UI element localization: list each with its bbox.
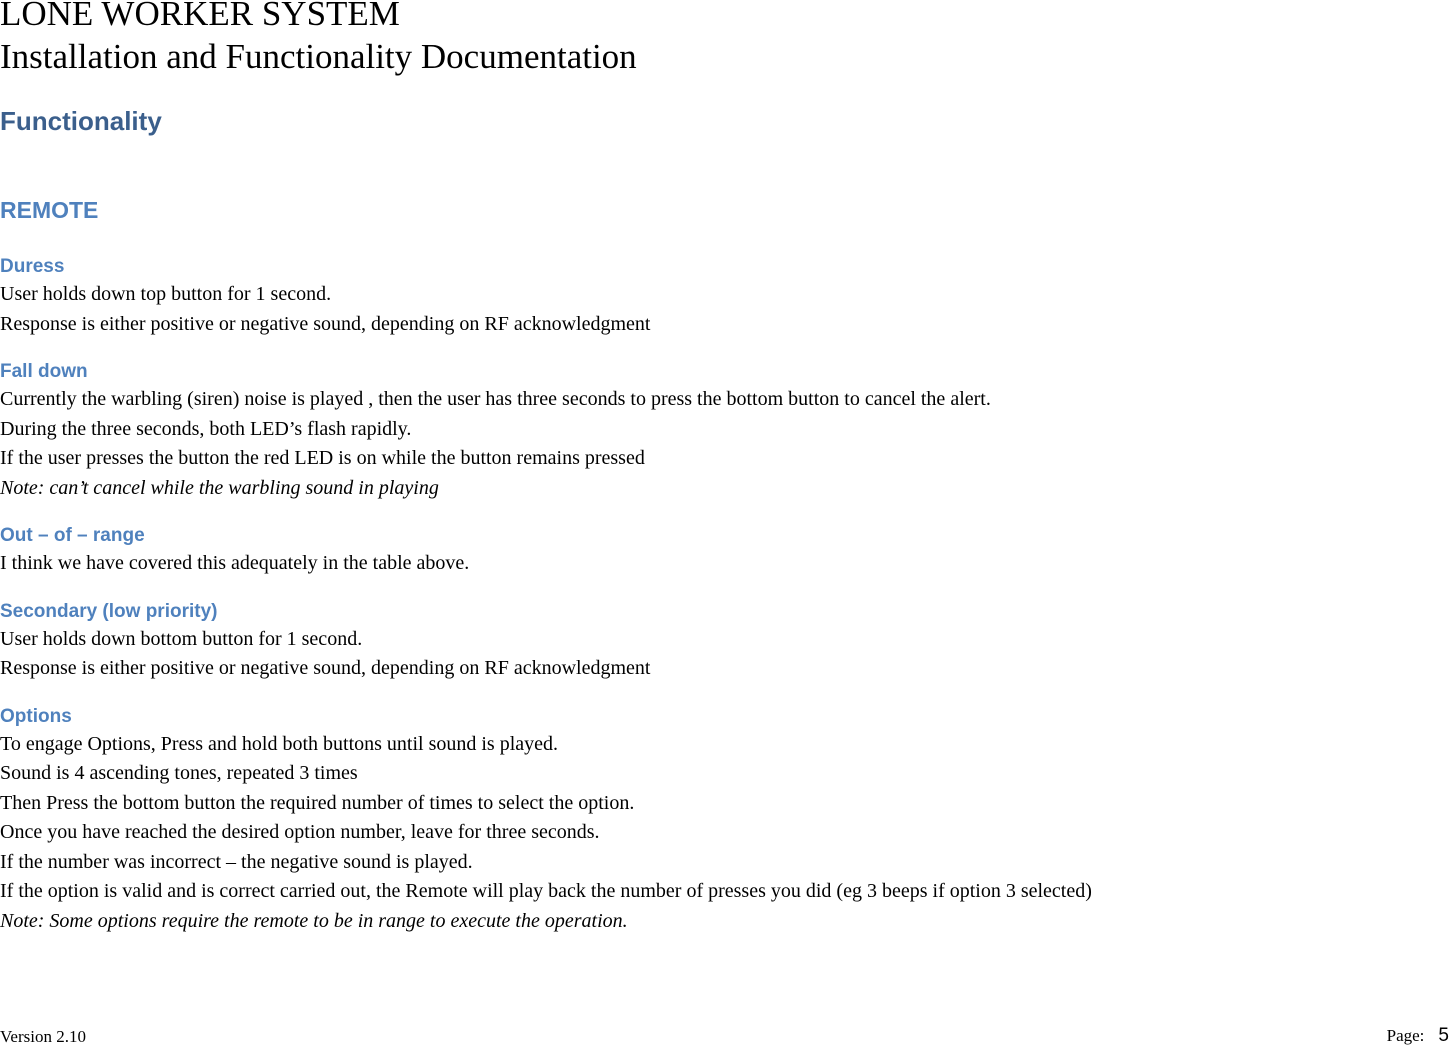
block-line: User holds down bottom button for 1 second. [0,627,363,650]
block-line: If the user presses the button the red LED is on while the button remains pressed [0,447,645,469]
footer-version: Version 2.10 [0,1027,86,1046]
block-line: I think we have covered this adequately in the table above. [0,552,470,574]
functionality-blocks [0,254,1450,936]
block-line: If the option is valid and is correct carried out, the Remote will play back the number of presses you did (eg 3 beeps if option 3 selected) [0,880,1092,902]
block-secondary [0,599,1450,684]
block-line: Once you have reached the desired option number, leave for three seconds. [0,821,600,843]
block-line: Response is either positive or negative sound, depending on RF acknowledgment [0,657,651,679]
block-options [0,704,1450,937]
block-spacer [0,579,1450,599]
footer-page [1387,1024,1453,1049]
footer-page-label: Page: [1386,1026,1425,1045]
block-spacer [0,684,1450,704]
section-subheading-remote: REMOTE [0,197,99,223]
document-title: LONE WORKER SYSTEM [0,0,400,33]
block-line: User holds down top button for 1 second. [0,283,332,305]
block-duress [0,254,1450,339]
block-heading: Duress [0,256,65,277]
block-line: During the three seconds, both LED’s flash rapidly. [0,417,412,440]
block-spacer [0,339,1450,359]
block-heading: Secondary (low priority) [0,600,218,622]
block-line: Sound is 4 ascending tones, repeated 3 times [0,762,358,784]
document-subtitle: Installation and Functionality Documentation [0,37,637,76]
section-heading-functionality: Functionality [0,106,162,136]
block-line: Response is either positive or negative sound, depending on RF acknowledgment [0,312,651,335]
block-fall-down [0,359,1450,503]
block-spacer [0,503,1450,523]
footer-page-number: 5 [1438,1025,1449,1046]
block-line: Currently the warbling (siren) noise is played , then the user has three seconds to press the bottom button to cancel the alert. [0,388,991,410]
block-note: Note: can’t cancel while the warbling sound in playing [0,476,439,499]
block-heading: Out – of – range [0,525,145,546]
block-line: To engage Options, Press and hold both buttons until sound is played. [0,732,559,755]
block-line: Then Press the bottom button the required number of times to select the option. [0,791,635,814]
block-line: If the number was incorrect – the negative sound is played. [0,850,473,873]
block-out-of-range [0,523,1450,579]
block-heading: Options [0,705,72,727]
block-heading: Fall down [0,361,88,382]
block-note: Note: Some options require the remote to be in range to execute the operation. [0,909,628,932]
